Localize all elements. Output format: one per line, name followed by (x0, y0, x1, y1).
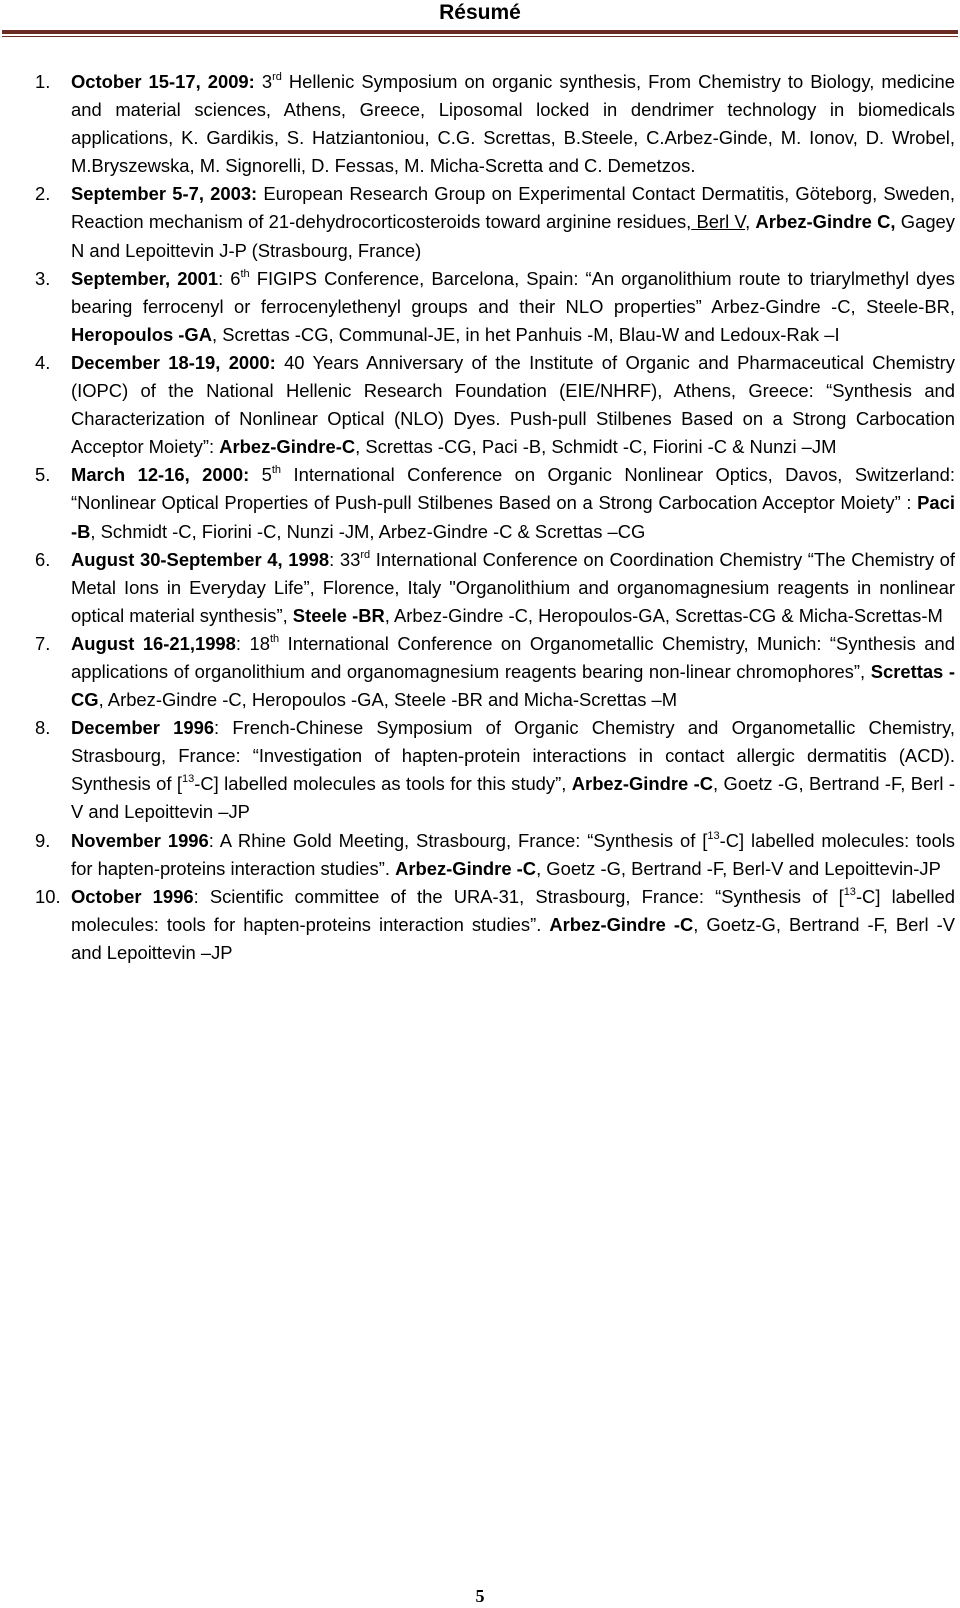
item-date: September 5-7, 2003: (71, 183, 258, 205)
item-text: , Arbez-Gindre -C, Heropoulos -GA, Steele -BR and Micha-Screttas –M (98, 689, 678, 711)
list-item-8 (35, 714, 955, 826)
list-item-7 (35, 630, 955, 714)
item-text: : 33 (329, 548, 361, 570)
ordinal-suffix: th (240, 267, 250, 280)
item-text: International Conference on Coordination Chemistry “The Chemistry of Metal Ions in Everyday Life”, Florence, Italy "Organolithium and organomagnesium reagents in nonlinear optical material synthesis”, (71, 548, 955, 626)
bold-author: Steele -BR (292, 604, 385, 626)
item-text: , Goetz -G, Bertrand -F, Berl-V and Lepoittevin-JP (536, 857, 941, 879)
bold-author: Arbez-Gindre -C (571, 773, 714, 795)
item-date: October 1996 (71, 885, 194, 907)
item-text: Gagey N and Lepoittevin J-P (Strasbourg, France) (71, 211, 955, 261)
bold-author: Arbez-Gindre C, (755, 211, 896, 233)
bold-author: Heropoulos -GA (71, 323, 212, 345)
item-date: August 16-21,1998 (71, 632, 236, 654)
item-date: November 1996 (71, 829, 209, 851)
list-item-9 (35, 827, 955, 883)
bold-author: Paci -B (71, 492, 955, 542)
item-text: International Conference on Organic Nonlinear Optics, Davos, Switzerland: “Nonlinear Optical Properties of Push-pull Stilbenes Based on a Strong Carbocation Acceptor Moiety” : (71, 464, 955, 514)
item-text: : 6 (218, 267, 241, 289)
item-number: 8. (35, 717, 51, 739)
item-number: 9. (35, 829, 51, 851)
item-date: October 15-17, 2009: (71, 71, 255, 92)
item-text: -C] labelled molecules as tools for this study”, (194, 773, 572, 795)
list-item-6 (35, 546, 955, 630)
item-text: , Screttas -CG, Communal-JE, in het Panhuis -M, Blau-W and Ledoux-Rak –I (212, 323, 840, 345)
page-number: 5 (475, 1586, 485, 1606)
item-text: FIGIPS Conference, Barcelona, Spain: “An organolithium route to triarylmethyl dyes bearing ferrocenyl or ferrocenylethenyl groups and their NLO properties” Arbez-Gindre -C, Steele-BR, (71, 267, 955, 317)
ordinal-suffix: th (269, 632, 280, 645)
item-text: , Screttas -CG, Paci -B, Schmidt -C, Fiorini -C & Nunzi –JM (355, 436, 837, 458)
item-text: : A Rhine Gold Meeting, Strasbourg, France: “Synthesis of [ (208, 829, 708, 851)
underlined-author: Berl V (691, 211, 746, 233)
bold-author: Screttas -CG (71, 660, 956, 711)
item-number: 1. (35, 71, 51, 92)
item-text: , Goetz-G, Bertrand -F, Berl -V and Lepoittevin –JP (71, 913, 955, 963)
item-text: Hellenic Symposium on organic synthesis, From Chemistry to Biology, medicine and material sciences, Athens, Greece, Liposomal locked in dendrimer technology in biomedicals applications, K. Gardikis, S. Hatziantoniou, C.G. Screttas, B.Steele, C.Arbez-Ginde, M. Ionov, D. Wrobel, M.Bryszewska, M. Signorelli, D. Fessas, M. Micha-Scretta and C. Demetzos. (71, 71, 955, 177)
bold-author: Arbez-Gindre -C (549, 913, 694, 935)
bold-author: Arbez-Gindre -C (395, 857, 537, 879)
ordinal-suffix: rd (360, 548, 371, 561)
item-text: : Scientific committee of the URA-31, Strasbourg, France: “Synthesis of [ (193, 885, 844, 907)
page-title: Résumé (439, 1, 521, 24)
ordinal: 3 (261, 71, 273, 92)
item-number: 5. (35, 464, 51, 486)
item-number: 6. (35, 548, 51, 570)
item-text: International Conference on Organometallic Chemistry, Munich: “Synthesis and applications of organolithium and organomagnesium reagents bearing non-linear chromophores”, (71, 632, 955, 682)
item-text: -C] labelled molecules: tools for hapten-proteins interaction studies”. (71, 829, 956, 879)
item-text: European Research Group on Experimental Contact Dermatitis, Göteborg, Sweden, Reaction mechanism of 21-dehydrocorticosteroids toward arginine residues, (71, 183, 955, 233)
isotope-superscript: 13 (707, 829, 720, 842)
ordinal: 5 (249, 464, 272, 486)
item-date: December 18-19, 2000: (71, 351, 276, 373)
item-date: September, 2001 (71, 267, 219, 289)
list-item-10 (35, 883, 955, 967)
list-item-2 (35, 180, 955, 264)
item-text: : 18 (235, 632, 270, 654)
item-number: 7. (35, 632, 51, 654)
list-item-1 (35, 68, 955, 180)
list-item-4 (35, 349, 955, 461)
item-text: , (745, 211, 756, 233)
ordinal-suffix: rd (272, 71, 282, 83)
item-number: 4. (35, 351, 51, 373)
isotope-superscript: 13 (843, 885, 856, 898)
ordinal-suffix: th (271, 464, 282, 477)
presentation-list (35, 68, 955, 967)
item-date: March 12-16, 2000: (71, 464, 250, 486)
item-text: , Schmidt -C, Fiorini -C, Nunzi -JM, Arbez-Gindre -C & Screttas –CG (90, 520, 646, 542)
list-item-5 (35, 461, 955, 545)
bold-author: Arbez-Gindre-C (219, 436, 356, 458)
isotope-superscript: 13 (182, 773, 195, 786)
item-number: 2. (35, 183, 51, 205)
item-date: December 1996 (71, 717, 215, 739)
item-text: , Arbez-Gindre -C, Heropoulos-GA, Screttas-CG & Micha-Screttas-M (384, 604, 943, 626)
item-number: 10. (35, 885, 61, 907)
item-text: , Goetz -G, Bertrand -F, Berl -V and Lepoittevin –JP (71, 773, 955, 823)
item-number: 3. (35, 267, 51, 289)
item-text: 40 Years Anniversary of the Institute of Organic and Pharmaceutical Chemistry (IOPC) of the National Hellenic Research Foundation (EIE/NHRF), Athens, Greece: “Synthesis and Characterization of Nonlinear Optical (NLO) Dyes. Push-pull Stilbenes Based on a Strong Carbocation Acceptor Moiety”: (71, 351, 955, 458)
list-item-3 (35, 265, 955, 349)
header-rule-thin (2, 36, 958, 37)
item-date: August 30-September 4, 1998 (71, 548, 330, 570)
item-text: -C] labelled molecules: tools for hapten-proteins interaction studies”. (71, 885, 955, 935)
header-rule-thick (2, 30, 958, 34)
item-text: : French-Chinese Symposium of Organic Chemistry and Organometallic Chemistry, Strasbourg, France: “Investigation of hapten-protein interactions in contact allergic dermatitis (ACD). Synthesis of [ (71, 717, 955, 795)
